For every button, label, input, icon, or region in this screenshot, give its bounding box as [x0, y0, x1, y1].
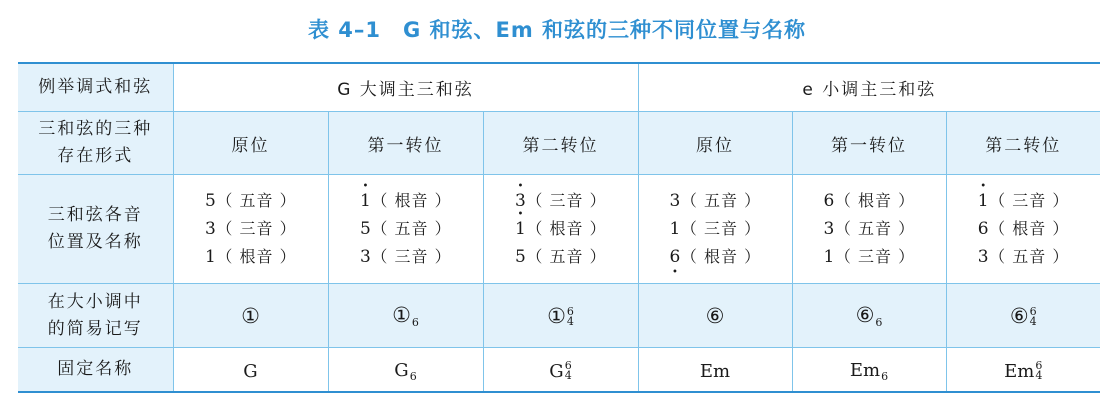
chord-base: ⑥	[855, 302, 875, 327]
simple-cell	[792, 284, 946, 348]
figure-sub: 6	[409, 369, 417, 383]
chord-symbol	[549, 358, 571, 382]
note-role: （ 三音 ）	[371, 247, 452, 266]
fixed-name-cell	[328, 348, 483, 393]
figure-bottom: 4	[566, 315, 574, 328]
note-line	[359, 215, 451, 243]
note-line	[514, 243, 606, 271]
note-role: （ 三音 ）	[680, 219, 762, 238]
chord-base: ①	[241, 303, 260, 328]
group-header-minor: e 小调主三和弦	[638, 63, 1100, 112]
note-role: （ 五音 ）	[989, 247, 1070, 266]
row-label-line: 三和弦的三种	[38, 119, 153, 139]
chord-symbol	[850, 357, 888, 381]
note-number: 5	[514, 247, 526, 267]
octave-dot: •	[980, 181, 987, 192]
chord-base: Em	[1004, 360, 1035, 382]
note-role: （ 根音 ）	[371, 191, 452, 210]
fixed-name-cell	[946, 348, 1100, 393]
note-role: （ 根音 ）	[989, 219, 1070, 238]
table-title: 表 4–1 G 和弦、Em 和弦的三种不同位置与名称	[307, 18, 807, 42]
note-line	[977, 243, 1069, 271]
note-line	[669, 243, 762, 278]
form-cell: 原位	[173, 112, 328, 175]
chord-symbol	[547, 304, 574, 328]
form-cell: 第二转位	[483, 112, 638, 175]
note-line	[669, 215, 761, 243]
note-number: 1	[823, 247, 835, 267]
notes-stack	[669, 187, 762, 278]
simple-cell	[328, 284, 483, 348]
note-number: 1	[204, 247, 216, 267]
fixed-name-cell	[638, 348, 792, 393]
figure-sub: 6	[875, 315, 883, 329]
figure-bottom: 4	[1035, 369, 1043, 382]
simple-cell	[638, 284, 792, 348]
chord-base: ⑥	[1009, 303, 1029, 328]
chord-symbol	[700, 358, 730, 382]
note-number: 5	[359, 219, 371, 239]
octave-dot: •	[362, 181, 369, 192]
chord-base: G	[243, 360, 258, 382]
row-label-line: 在大小调中	[47, 291, 143, 312]
note-line	[669, 187, 761, 215]
note-number: 3	[359, 247, 371, 267]
note-role: （ 五音 ）	[834, 219, 916, 238]
note-number: 5	[204, 191, 216, 211]
chord-base: ⑥	[705, 303, 725, 328]
fixed-name-cell	[173, 348, 328, 393]
form-cell: 原位	[638, 112, 792, 175]
chord-symbol	[1010, 304, 1037, 328]
note-line	[204, 243, 296, 271]
note-number: 1 •	[514, 209, 526, 239]
chord-base: G	[394, 359, 409, 381]
row-label-notes	[18, 175, 173, 284]
note-line	[823, 215, 915, 243]
notes-stack	[823, 187, 915, 271]
note-line	[514, 209, 607, 243]
note-number: 1 •	[977, 181, 989, 211]
notes-cell	[638, 175, 792, 284]
chord-base: Em	[699, 360, 731, 382]
figured-bass	[1030, 307, 1037, 327]
figure-top: 6	[1035, 359, 1043, 372]
note-role: （ 五音 ）	[371, 219, 452, 238]
figure-sub: 6	[411, 315, 419, 329]
note-number: 1	[669, 219, 681, 239]
chord-symbol	[243, 358, 257, 382]
chord-symbol	[241, 304, 260, 328]
fixed-name-cell	[483, 348, 638, 393]
row-label-fixed: 固定名称	[18, 348, 173, 393]
figure-top: 6	[566, 305, 574, 318]
figured-bass	[565, 361, 572, 381]
octave-dot: •	[671, 267, 678, 278]
figure-bottom: 4	[564, 369, 572, 382]
note-role: （ 根音 ）	[834, 191, 916, 210]
note-number: 3 •	[514, 181, 526, 211]
chord-table	[18, 62, 1100, 393]
note-role: （ 根音 ）	[680, 247, 762, 266]
note-line	[204, 215, 296, 243]
figured-bass	[567, 307, 574, 327]
note-line	[977, 181, 1070, 215]
chord-base: ①	[392, 302, 411, 327]
note-role: （ 五音 ）	[216, 191, 297, 210]
fixed-name-cell	[792, 348, 946, 393]
chord-symbol	[706, 304, 725, 328]
notes-cell	[483, 175, 638, 284]
note-number: 6 •	[669, 247, 681, 278]
note-role: （ 三音 ）	[526, 191, 607, 210]
note-role: （ 三音 ）	[834, 247, 916, 266]
simple-cell	[483, 284, 638, 348]
chord-symbol	[1004, 358, 1042, 382]
note-number: 1 •	[359, 181, 371, 211]
note-line	[823, 243, 915, 271]
row-label-line: 位置及名称	[47, 232, 143, 252]
figure-bottom: 4	[1029, 315, 1037, 328]
figured-bass	[1035, 361, 1042, 381]
note-line	[204, 187, 296, 215]
row-label-example: 例举调式和弦	[18, 63, 173, 112]
simple-cell	[946, 284, 1100, 348]
group-header-major: G 大调主三和弦	[173, 63, 638, 112]
octave-dot: •	[517, 209, 524, 220]
figure-sub: 6	[881, 369, 889, 383]
chord-base: ①	[547, 303, 566, 328]
figure-top: 6	[1029, 305, 1037, 318]
octave-dot: •	[517, 181, 524, 192]
simple-cell	[173, 284, 328, 348]
note-number: 6	[823, 191, 835, 211]
notes-cell	[792, 175, 946, 284]
note-number: 3	[204, 219, 216, 239]
row-label-line: 三和弦各音	[47, 205, 143, 225]
note-number: 6	[977, 219, 989, 239]
note-role: （ 根音 ）	[216, 247, 297, 266]
note-role: （ 三音 ）	[989, 191, 1070, 210]
note-line	[823, 187, 915, 215]
note-line	[359, 181, 452, 215]
note-role: （ 根音 ）	[526, 219, 607, 238]
notes-stack	[977, 181, 1070, 271]
figure-top: 6	[564, 359, 572, 372]
row-label-simple	[18, 284, 173, 348]
form-cell: 第一转位	[792, 112, 946, 175]
row-label-forms	[18, 112, 173, 175]
row-label-line: 存在形式	[57, 146, 134, 166]
notes-stack	[514, 181, 607, 271]
notes-stack	[359, 181, 452, 271]
note-number: 3	[977, 247, 989, 267]
form-cell: 第一转位	[328, 112, 483, 175]
note-role: （ 五音 ）	[526, 247, 607, 266]
form-cell: 第二转位	[946, 112, 1100, 175]
chord-base: Em	[849, 359, 881, 381]
note-role: （ 五音 ）	[680, 191, 762, 210]
notes-cell	[328, 175, 483, 284]
notes-cell	[946, 175, 1100, 284]
notes-stack	[204, 187, 296, 271]
note-number: 3	[823, 219, 835, 239]
chord-symbol	[856, 303, 883, 327]
chord-base: G	[549, 360, 564, 382]
note-role: （ 三音 ）	[216, 219, 297, 238]
note-line	[977, 215, 1069, 243]
note-line	[514, 181, 607, 215]
notes-cell	[173, 175, 328, 284]
chord-symbol	[394, 357, 416, 381]
chord-symbol	[392, 303, 419, 327]
note-line	[359, 243, 451, 271]
row-label-line: 的简易记写	[47, 318, 143, 339]
note-number: 3	[669, 191, 681, 211]
